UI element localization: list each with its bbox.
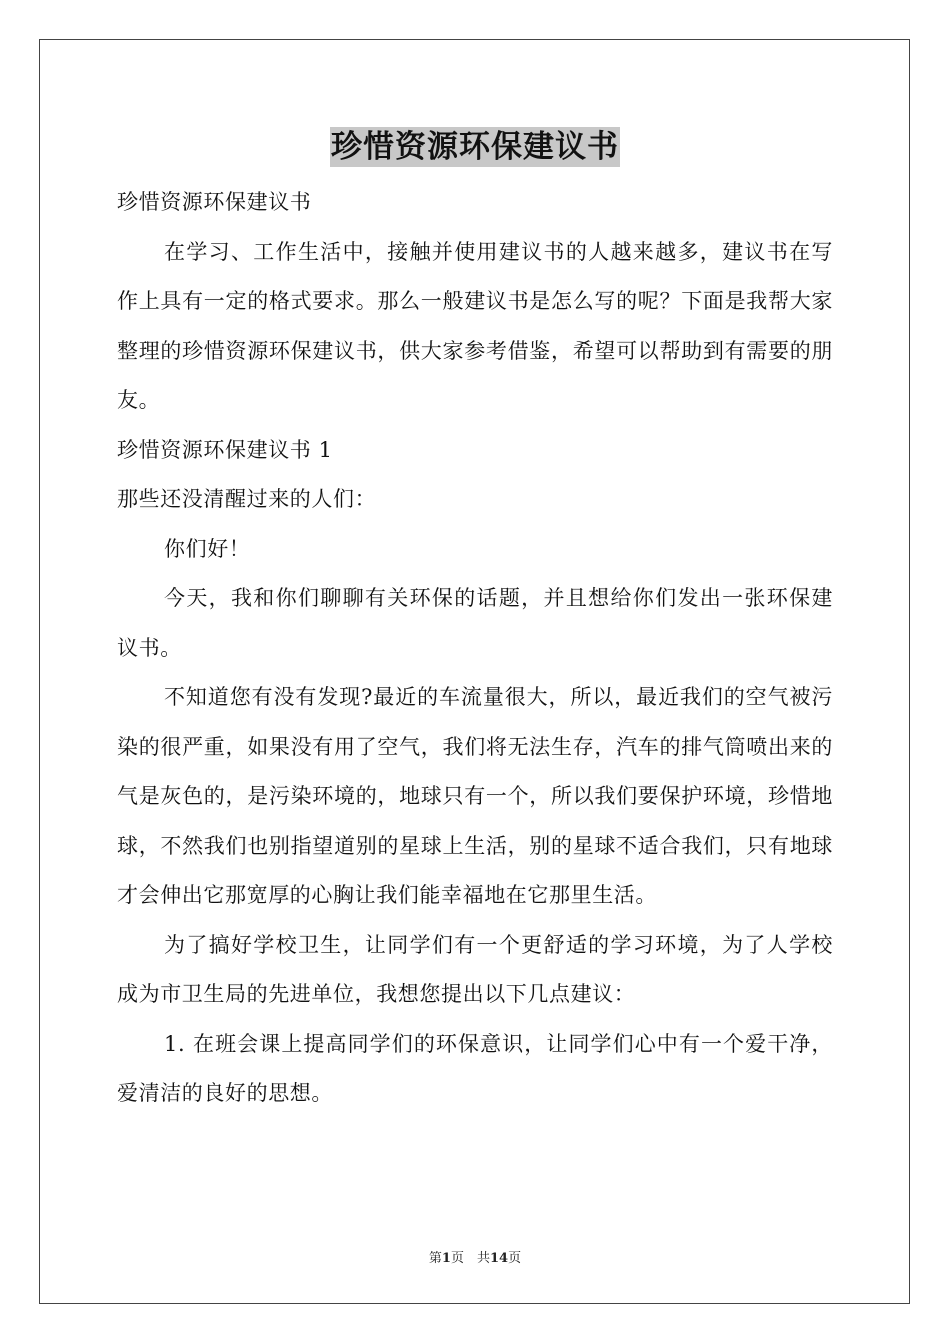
paragraph-pollution: 不知道您有没有发现?最近的车流量很大，所以，最近我们的空气被污染的很严重，如果没有用了空气，我们将无法生存，汽车的排气筒喷出来的气是灰色的，是污染环境的，地球只有一个，所以我们要保护环境，珍惜地球，不然我们也别指望道别的星球上生活，别的星球不适合我们，只有地球才会伸出它那宽厚的心胸让我们能幸福地在它那里生活。 [117,685,833,907]
footer-page-suffix: 页 [508,1251,522,1266]
paragraph-suggestion-1: 1. 在班会课上提高同学们的环保意识，让同学们心中有一个爱干净，爱清洁的良好的思想。 [117,1031,833,1105]
footer-page-current: 1 [441,1251,451,1266]
paragraph-intro: 在学习、工作生活中，接触并使用建议书的人越来越多，建议书在写作上具有一定的格式要求。那么一般建议书是怎么写的呢？下面是我帮大家整理的珍惜资源环保建议书，供大家参考借鉴，希望可以帮助到有需要的朋友。 [117,239,833,412]
document-body [117,178,833,1119]
paragraph-subtitle: 珍惜资源环保建议书 [117,190,312,214]
footer-page-middle: 页 共 [450,1251,490,1266]
paragraph-salutation: 那些还没清醒过来的人们： [117,487,377,511]
paragraph-suggestions-intro: 为了搞好学校卫生，让同学们有一个更舒适的学习环境，为了人学校成为市卫生局的先进单位，我想您提出以下几点建议： [117,932,833,1006]
footer-page-total: 14 [489,1251,509,1266]
title-container [0,127,950,167]
footer-page-prefix: 第 [428,1251,442,1266]
paragraph-greeting: 你们好！ [164,536,251,561]
document-title: 珍惜资源环保建议书 [331,129,619,165]
page-footer [0,1247,950,1266]
paragraph-topic: 今天，我和你们聊聊有关环保的话题，并且想给你们发出一张环保建议书。 [117,586,833,660]
paragraph-section-heading: 珍惜资源环保建议书 1 [117,437,333,462]
